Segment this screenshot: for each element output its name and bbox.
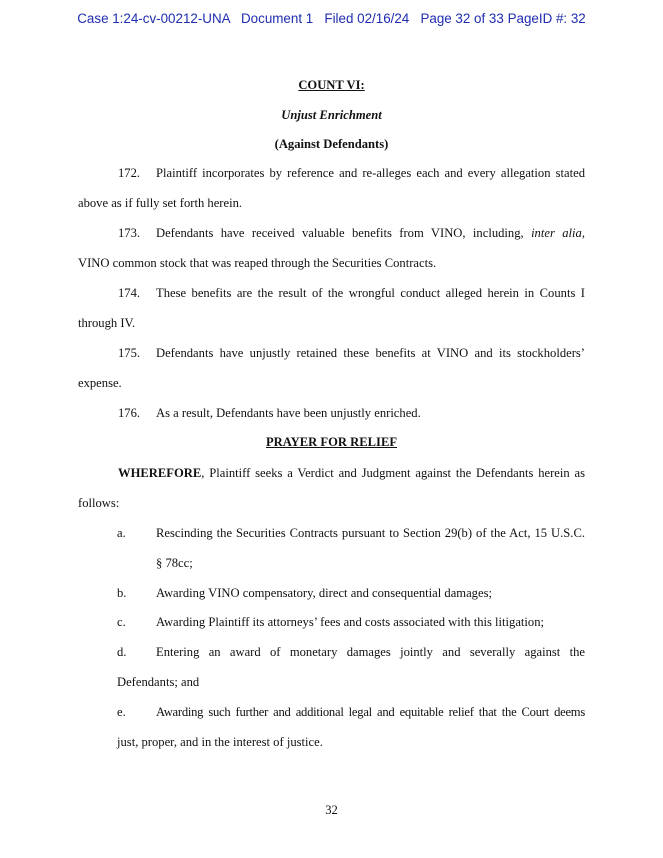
header-document: Document 1 [241, 11, 314, 26]
relief-letter: d. [117, 645, 127, 659]
paragraph-number: 175. [118, 346, 141, 360]
paragraph-number: 174. [118, 286, 141, 300]
header-filed: Filed 02/16/24 [324, 11, 410, 26]
paragraph-line: These benefits are the result of the wrongful conduct alleged herein in Counts I [156, 286, 585, 300]
relief-letter: b. [117, 586, 127, 600]
relief-line: Rescinding the Securities Contracts pursuant to Section 29(b) of the Act, 15 U.S.C. [156, 526, 585, 540]
page-number: 32 [325, 803, 338, 817]
paragraph-line: follows: [78, 496, 120, 510]
paragraph-number: 172. [118, 166, 141, 180]
italic-text: inter alia [531, 226, 582, 240]
paragraph-number: 173. [118, 226, 141, 240]
relief-line: just, proper, and in the interest of justice. [117, 735, 323, 749]
paragraph-line [118, 466, 585, 481]
bold-text: WHEREFORE [118, 466, 202, 480]
count-against: (Against Defendants) [274, 137, 389, 151]
header-page: Page 32 of 33 [420, 11, 504, 26]
header-case: Case 1:24-cv-00212-UNA [77, 11, 230, 26]
relief-line: Awarding Plaintiff its attorneys’ fees and costs associated with this litigation; [156, 615, 545, 629]
paragraph-line [156, 226, 585, 241]
text-run: Defendants have received valuable benefits from VINO, including, [156, 226, 524, 240]
paragraph-line: VINO common stock that was reaped through the Securities Contracts. [78, 256, 437, 270]
relief-line: Awarding such further and additional legal and equitable relief that the Court deems [156, 705, 585, 719]
text-run: , [581, 226, 585, 240]
paragraph-line: As a result, Defendants have been unjustly enriched. [156, 406, 421, 420]
relief-letter: a. [117, 526, 126, 540]
paragraph-line: above as if fully set forth herein. [78, 196, 243, 210]
relief-line: Entering an award of monetary damages jointly and severally against the [156, 645, 585, 659]
paragraph-line: expense. [78, 376, 122, 390]
relief-line: Awarding VINO compensatory, direct and consequential damages; [156, 586, 492, 600]
prayer-title: PRAYER FOR RELIEF [265, 435, 398, 449]
paragraph-line: through IV. [78, 316, 136, 330]
relief-letter: c. [117, 615, 126, 629]
text-run: , Plaintiff seeks a Verdict and Judgment against the Defendants herein as [201, 466, 585, 480]
paragraph-number: 176. [118, 406, 141, 420]
paragraph-line: Plaintiff incorporates by reference and re-alleges each and every allegation stated [156, 166, 585, 180]
header-pageid: PageID #: 32 [507, 11, 586, 26]
count-subtitle: Unjust Enrichment [281, 108, 382, 122]
count-title: COUNT VI: [298, 78, 365, 92]
ecf-header [0, 11, 663, 26]
relief-line: § 78cc; [156, 556, 193, 570]
relief-letter: e. [117, 705, 126, 719]
relief-line: Defendants; and [117, 675, 200, 689]
paragraph-line: Defendants have unjustly retained these benefits at VINO and its stockholders’ [156, 346, 585, 360]
